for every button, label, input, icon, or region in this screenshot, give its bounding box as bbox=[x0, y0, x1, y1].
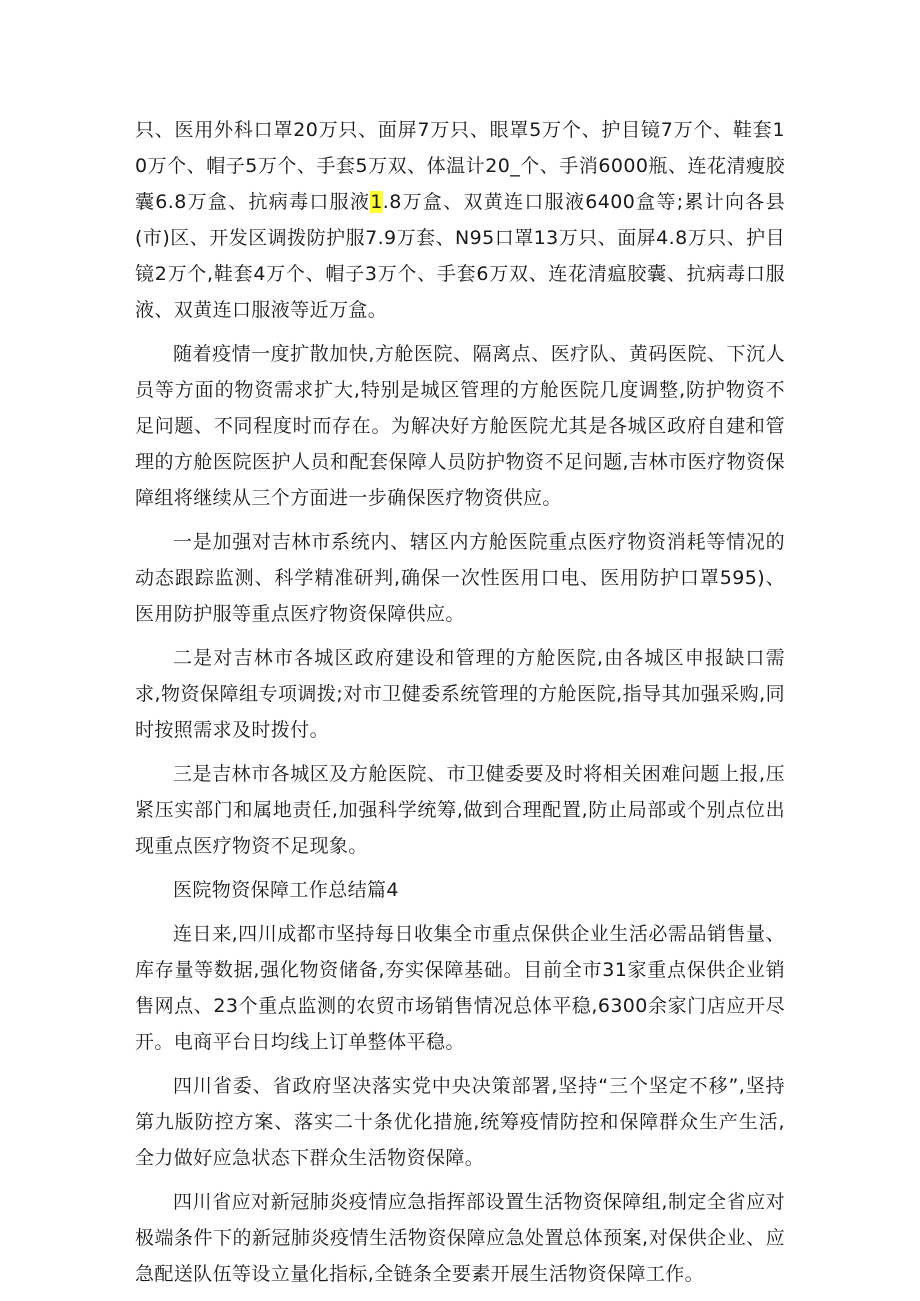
paragraph-text-before-highlight: 只、医用外科口罩20万只、面屏7万只、眼罩5万个、护目镜7万个、鞋套10万个、帽子5万个、手套5万双、体温计20_个、手消6000瓶、连花清瘦胶囊6.8万盒、抗病毒口服液 bbox=[135, 119, 785, 213]
document-body bbox=[135, 112, 785, 1300]
section-heading: 医院物资保障工作总结篇4 bbox=[173, 879, 399, 901]
highlighted-text: 1 bbox=[370, 191, 383, 213]
paragraph-text-after-highlight: .8万盒、双黄连口服液6400盒等;累计向各县(市)区、开发区调拨防护服7.9万套、N95口罩13万只、面屏4.8万只、护目镜2万个,鞋套4万个、帽子3万个、手套6万双、连花清瘟胶囊、抗病毒口服液、双黄连口服液等近万盒。 bbox=[135, 191, 785, 321]
paragraph-demand-expansion: 随着疫情一度扩散加快,方舱医院、隔离点、医疗队、黄码医院、下沉人员等方面的物资需求扩大,特别是城区管理的方舱医院几度调整,防护物资不足问题、不同程度时而存在。为解决好方舱医院尤其是各城区政府自建和管理的方舱医院医护人员和配套保障人员防护物资不足问题,吉林市医疗物资保障组将继续从三个方面进一步确保医疗物资供应。 bbox=[135, 343, 785, 509]
paragraph-sichuan-command: 四川省应对新冠肺炎疫情应急指挥部设置生活物资保障组,制定全省应对极端条件下的新冠肺炎疫情生活物资保障应急处置总体预案,对保供企业、应急配送队伍等设立量化指标,全链条全要素开展生活物资保障工作。 bbox=[135, 1191, 785, 1285]
paragraph-measure-three: 三是吉林市各城区及方舱医院、市卫健委要及时将相关困难问题上报,压紧压实部门和属地责任,加强科学统筹,做到合理配置,防止局部或个别点位出现重点医疗物资不足现象。 bbox=[135, 763, 785, 857]
paragraph-chengdu-supply: 连日来,四川成都市坚持每日收集全市重点保供企业生活必需品销售量、库存量等数据,强化物资储备,夯实保障基础。目前全市31家重点保供企业销售网点、23个重点监测的农贸市场销售情况总体平稳,6300余家门店应开尽开。电商平台日均线上订单整体平稳。 bbox=[135, 923, 785, 1053]
paragraph-supplies-totals bbox=[135, 112, 785, 328]
paragraph-measure-two: 二是对吉林市各城区政府建设和管理的方舱医院,由各城区申报缺口需求,物资保障组专项调拨;对市卫健委系统管理的方舱医院,指导其加强采购,同时按照需求及时拨付。 bbox=[135, 647, 785, 741]
paragraph-measure-one: 一是加强对吉林市系统内、辖区内方舱医院重点医疗物资消耗等情况的动态跟踪监测、科学精准研判,确保一次性医用口电、医用防护口罩595)、医用防护服等重点医疗物资保障供应。 bbox=[135, 531, 785, 625]
paragraph-sichuan-policy: 四川省委、省政府坚决落实党中央决策部署,坚持“三个坚定不移”,坚持第九版防控方案、落实二十条优化措施,统筹疫情防控和保障群众生产生活,全力做好应急状态下群众生活物资保障。 bbox=[135, 1075, 785, 1169]
